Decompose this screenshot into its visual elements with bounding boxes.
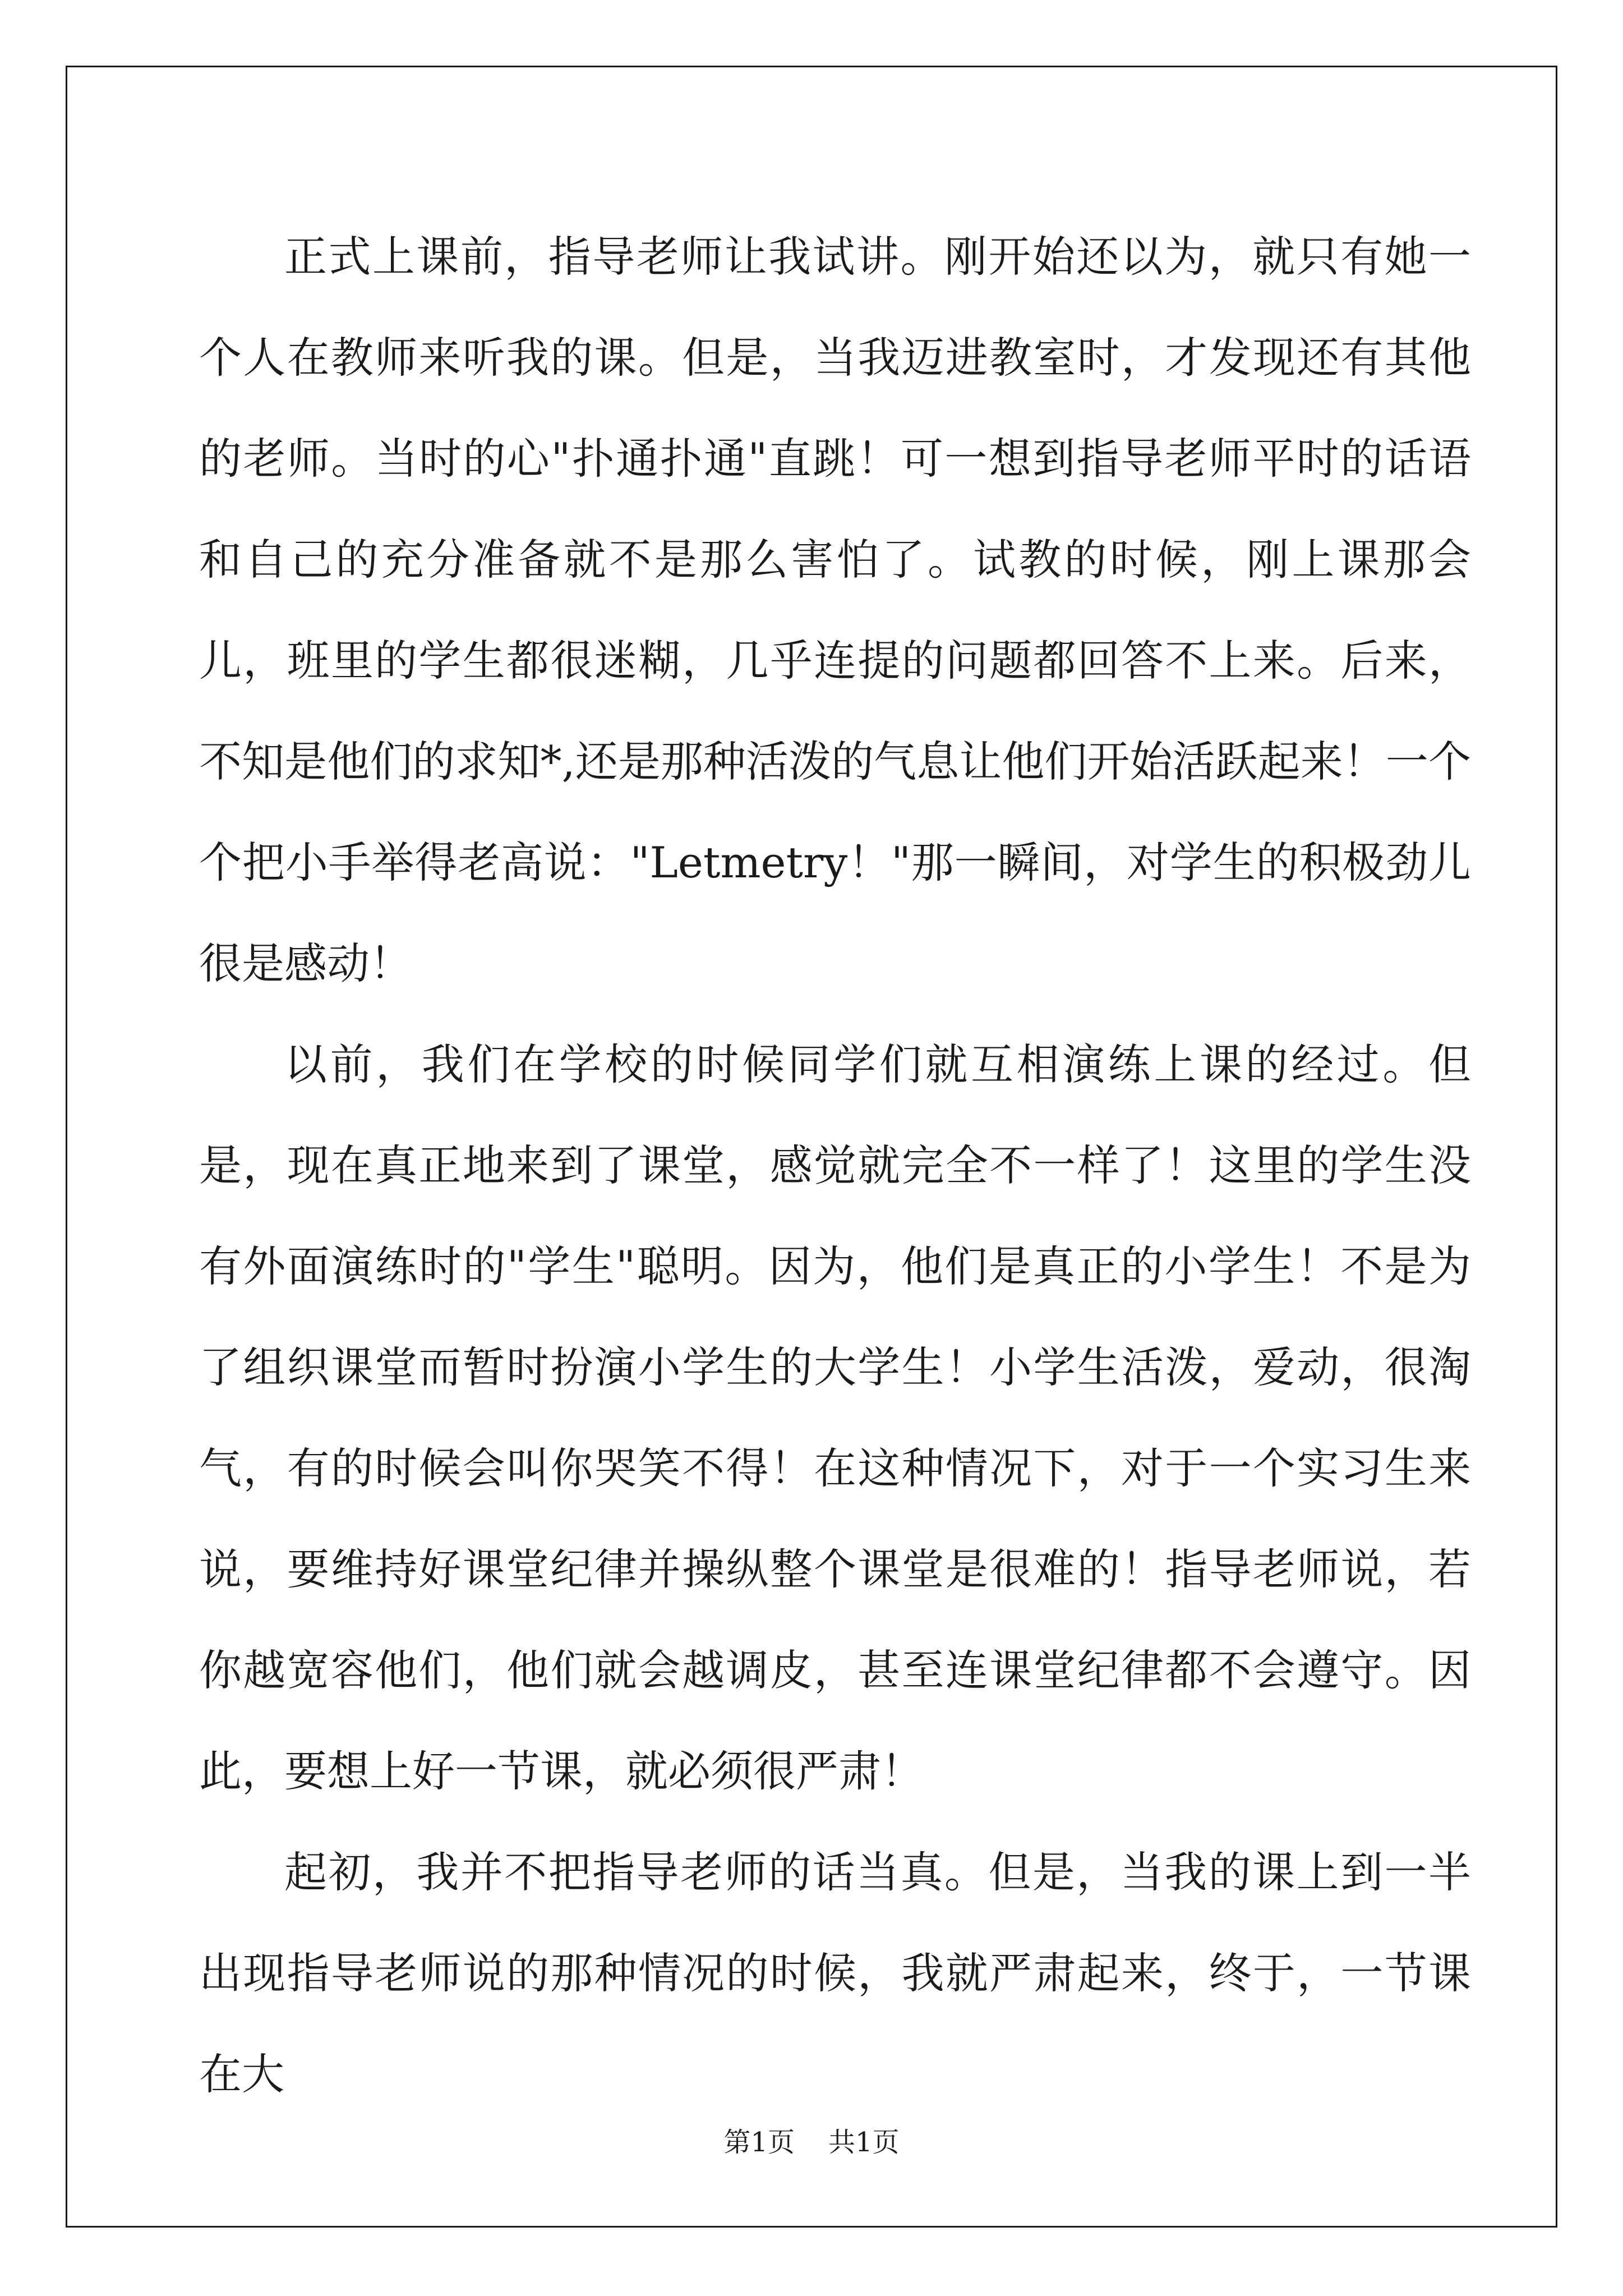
- paragraph-3: 起初，我并不把指导老师的话当真。但是，当我的课上到一半出现指导老师说的那种情况的时候，我就严肃起来，终于，一节课在大: [199, 1847, 1471, 2099]
- paragraph-2: 以前，我们在学校的时候同学们就互相演练上课的经过。但是，现在真正地来到了课堂，感觉就完全不一样了！这里的学生没有外面演练时的"学生"聪明。因为，他们是真正的小学生！不是为了组织课堂而暂时扮演小学生的大学生！小学生活泼，爱动，很淘气，有的时候会叫你哭笑不得！在这种情况下，对于一个实习生来说，要维持好课堂纪律并操纵整个课堂是很难的！指导老师说，若你越宽容他们，他们就会越调皮，甚至连课堂纪律都不会遵守。因此，要想上好一节课，就必须很严肃！: [199, 1039, 1471, 1796]
- paragraph-1: 正式上课前，指导老师让我试讲。刚开始还以为，就只有她一个人在教师来听我的课。但是，当我迈进教室时，才发现还有其他的老师。当时的心"扑通扑通"直跳！可一想到指导老师平时的话语和自己的充分准备就不是那么害怕了。试教的时候，刚上课那会儿，班里的学生都很迷糊，几乎连提的问题都回答不上来。后来，不知是他们的求知*,还是那种活泼的气息让他们开始活跃起来！一个个把小手举得老高说："Letmetry！"那一瞬间，对学生的积极劲儿很是感动！: [199, 232, 1471, 988]
- page-total: 共1页: [828, 2127, 900, 2158]
- page-footer: [0, 2120, 1623, 2159]
- document-body: [199, 206, 1471, 2125]
- page-number: 第1页: [723, 2127, 795, 2158]
